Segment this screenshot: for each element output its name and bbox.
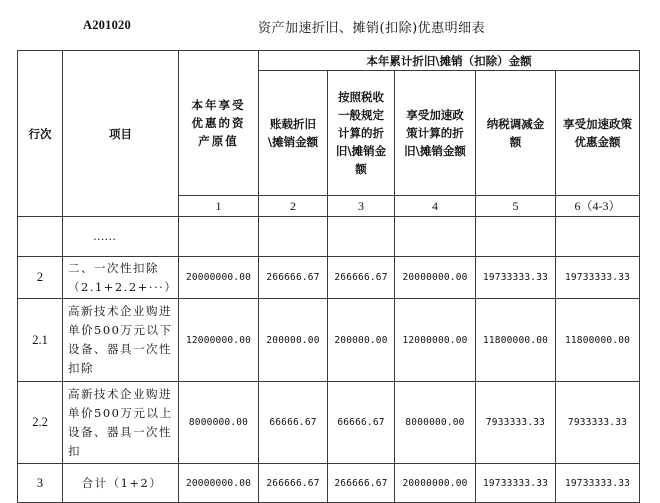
table-row bbox=[18, 382, 640, 464]
original-value-cell: 12000000.00 bbox=[179, 299, 259, 382]
item-cell: 合计（1+2） bbox=[63, 464, 179, 503]
book-depreciation-cell: 66666.67 bbox=[259, 382, 328, 464]
original-value-cell: 8000000.00 bbox=[179, 382, 259, 464]
empty-cell bbox=[395, 217, 476, 257]
accelerated-depreciation-cell: 20000000.00 bbox=[395, 257, 476, 299]
accelerated-benefit-cell: 19733333.33 bbox=[556, 257, 640, 299]
row-no-cell bbox=[18, 217, 63, 257]
empty-cell bbox=[259, 217, 328, 257]
item-cell: 高新技术企业购进单价500万元以下设备、器具一次性扣除 bbox=[63, 299, 179, 382]
table-row bbox=[18, 257, 640, 299]
header-tax-adjustment: 纳税调减金额 bbox=[476, 71, 556, 196]
col-number-2: 2 bbox=[259, 196, 328, 217]
form-code: A201020 bbox=[83, 18, 131, 32]
general-depreciation-cell: 266666.67 bbox=[328, 257, 395, 299]
empty-cell bbox=[476, 217, 556, 257]
col-number-6: 6（4-3） bbox=[556, 196, 640, 217]
header-row-no: 行次 bbox=[18, 51, 63, 217]
ellipsis-cell: …… bbox=[63, 217, 179, 257]
header-group-depreciation: 本年累计折旧\摊销（扣除）金额 bbox=[259, 51, 640, 71]
accelerated-depreciation-cell: 20000000.00 bbox=[395, 464, 476, 503]
accelerated-depreciation-cell: 8000000.00 bbox=[395, 382, 476, 464]
original-value-cell: 20000000.00 bbox=[179, 257, 259, 299]
book-depreciation-cell: 266666.67 bbox=[259, 464, 328, 503]
row-no-cell: 3 bbox=[18, 464, 63, 503]
header-book-depreciation: 账载折旧\摊销金额 bbox=[259, 71, 328, 196]
accelerated-depreciation-cell: 12000000.00 bbox=[395, 299, 476, 382]
header-item: 项目 bbox=[63, 51, 179, 217]
tax-adjustment-cell: 19733333.33 bbox=[476, 257, 556, 299]
row-no-cell: 2.2 bbox=[18, 382, 63, 464]
book-depreciation-cell: 266666.67 bbox=[259, 257, 328, 299]
tax-adjustment-cell: 7933333.33 bbox=[476, 382, 556, 464]
col-number-3: 3 bbox=[328, 196, 395, 217]
col-number-4: 4 bbox=[395, 196, 476, 217]
empty-cell bbox=[328, 217, 395, 257]
col-number-5: 5 bbox=[476, 196, 556, 217]
header-original-value: 本年享受优惠的资产原值 bbox=[179, 51, 259, 196]
header-accelerated-benefit: 享受加速政策优惠金额 bbox=[556, 71, 640, 196]
table-row-ellipsis bbox=[18, 217, 640, 257]
header-general-depreciation: 按照税收一般规定计算的折旧\摊销金额 bbox=[328, 71, 395, 196]
row-no-cell: 2.1 bbox=[18, 299, 63, 382]
general-depreciation-cell: 200000.00 bbox=[328, 299, 395, 382]
tax-adjustment-cell: 19733333.33 bbox=[476, 464, 556, 503]
row-no-cell: 2 bbox=[18, 257, 63, 299]
accelerated-benefit-cell: 19733333.33 bbox=[556, 464, 640, 503]
header-accelerated-depreciation: 享受加速政策计算的折旧\摊销金额 bbox=[395, 71, 476, 196]
empty-cell bbox=[179, 217, 259, 257]
form-title: 资产加速折旧、摊销(扣除)优惠明细表 bbox=[258, 21, 486, 36]
accelerated-benefit-cell: 11800000.00 bbox=[556, 299, 640, 382]
general-depreciation-cell: 66666.67 bbox=[328, 382, 395, 464]
benefit-detail-table bbox=[17, 50, 640, 503]
tax-adjustment-cell: 11800000.00 bbox=[476, 299, 556, 382]
item-cell: 二、一次性扣除（2.1+2.2+···） bbox=[63, 257, 179, 299]
item-cell: 高新技术企业购进单价500万元以上设备、器具一次性扣 bbox=[63, 382, 179, 464]
general-depreciation-cell: 266666.67 bbox=[328, 464, 395, 503]
table-row bbox=[18, 299, 640, 382]
book-depreciation-cell: 200000.00 bbox=[259, 299, 328, 382]
original-value-cell: 20000000.00 bbox=[179, 464, 259, 503]
empty-cell bbox=[556, 217, 640, 257]
col-number-1: 1 bbox=[179, 196, 259, 217]
accelerated-benefit-cell: 7933333.33 bbox=[556, 382, 640, 464]
table-row-total bbox=[18, 464, 640, 503]
